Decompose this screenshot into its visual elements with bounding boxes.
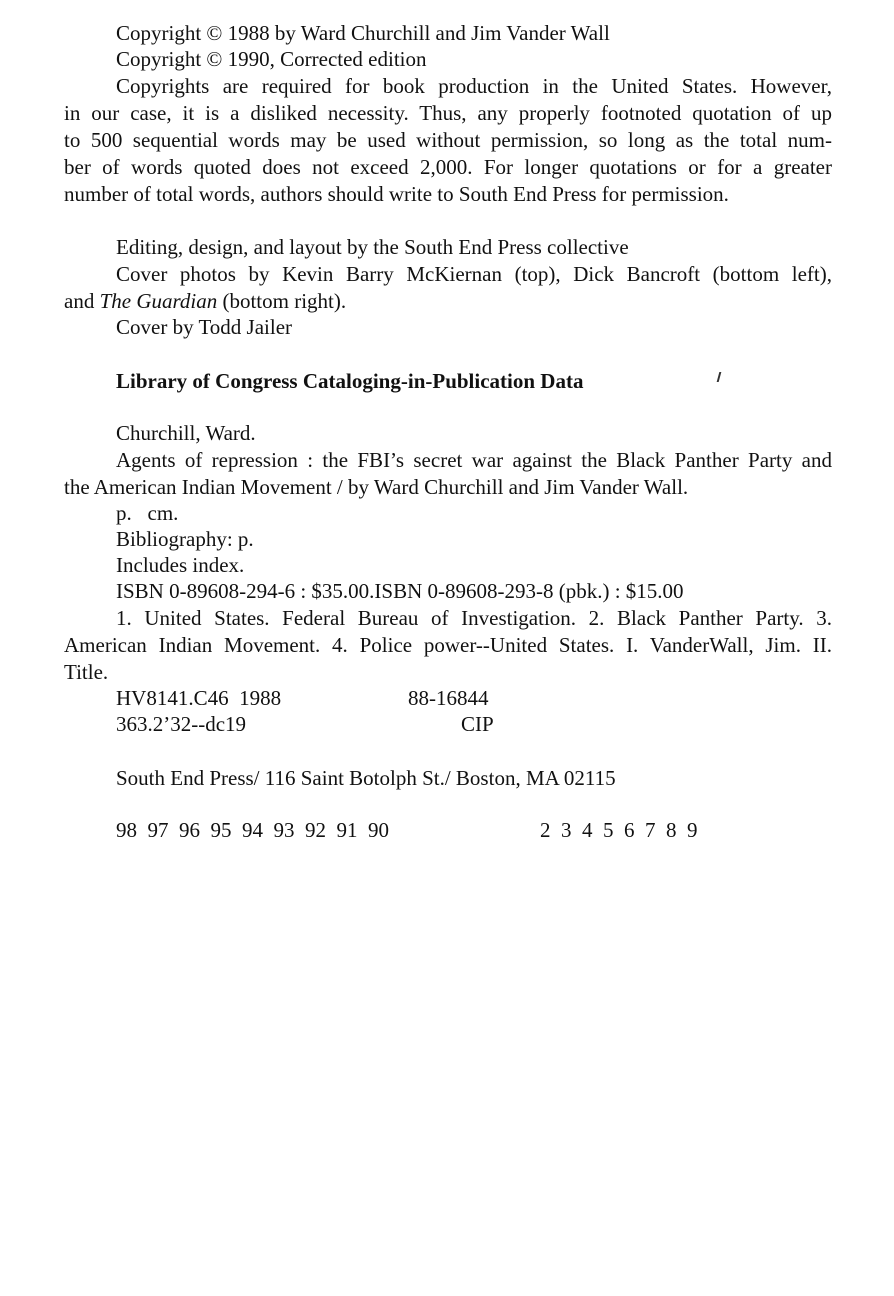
cip-heading: Library of Congress Cataloging-in-Publication Data [116,369,584,393]
printing-impressions: 2 3 4 5 6 7 8 9 [540,818,698,842]
cip-subjects-line-3: Title. [64,660,109,684]
stray-mark [717,372,722,382]
copyright-notice-line-2: in our case, it is a disliked necessity. Thus, any properly footnoted quotation of up [64,101,832,125]
cip-author: Churchill, Ward. [116,421,256,445]
editing-credit: Editing, design, and layout by the South End Press collective [116,235,629,259]
photos-prefix: and [64,289,100,313]
cip-title-line-1: Agents of repression : the FBI’s secret war against the Black Panther Party and [116,448,832,472]
cip-title-line-2: the American Indian Movement / by Ward Churchill and Jim Vander Wall. [64,475,689,499]
lc-control-number: 88-16844 [408,686,489,710]
guardian-title: The Guardian [99,289,218,313]
cip-pages: p. cm. [116,501,179,525]
cover-photos-credit-cont [64,288,346,314]
photos-suffix: (bottom right). [217,289,347,313]
cip-bibliography: Bibliography: p. [116,527,254,551]
lc-call-number: HV8141.C46 1988 [116,686,282,710]
copyright-line-1: Copyright © 1988 by Ward Churchill and Jim Vander Wall [116,21,610,45]
printing-years: 98 97 96 95 94 93 92 91 90 [116,818,389,842]
cover-photos-credit: Cover photos by Kevin Barry McKiernan (top), Dick Bancroft (bottom left), [116,262,832,286]
copyright-notice-line-5: number of total words, authors should write to South End Press for permission. [64,182,729,206]
cip-label: CIP [461,712,494,736]
copyright-notice-line-4: ber of words quoted does not exceed 2,000. For longer quotations or for a greater [64,155,832,179]
cip-subjects-line-2: American Indian Movement. 4. Police power--United States. I. VanderWall, Jim. II. [64,633,832,657]
dewey-number: 363.2’32--dc19 [116,712,247,736]
cip-index: Includes index. [116,553,245,577]
copyright-line-2: Copyright © 1990, Corrected edition [116,47,427,71]
copyright-notice-line-1: Copyrights are required for book production in the United States. However, [116,74,832,98]
publisher-address: South End Press/ 116 Saint Botolph St./ Boston, MA 02115 [116,766,616,790]
copyright-notice-line-3: to 500 sequential words may be used without permission, so long as the total num- [64,128,832,152]
cover-credit: Cover by Todd Jailer [116,315,293,339]
cip-subjects-line-1: 1. United States. Federal Bureau of Investigation. 2. Black Panther Party. 3. [116,606,832,630]
cip-isbn: ISBN 0-89608-294-6 : $35.00.ISBN 0-89608-293-8 (pbk.) : $15.00 [116,579,684,603]
